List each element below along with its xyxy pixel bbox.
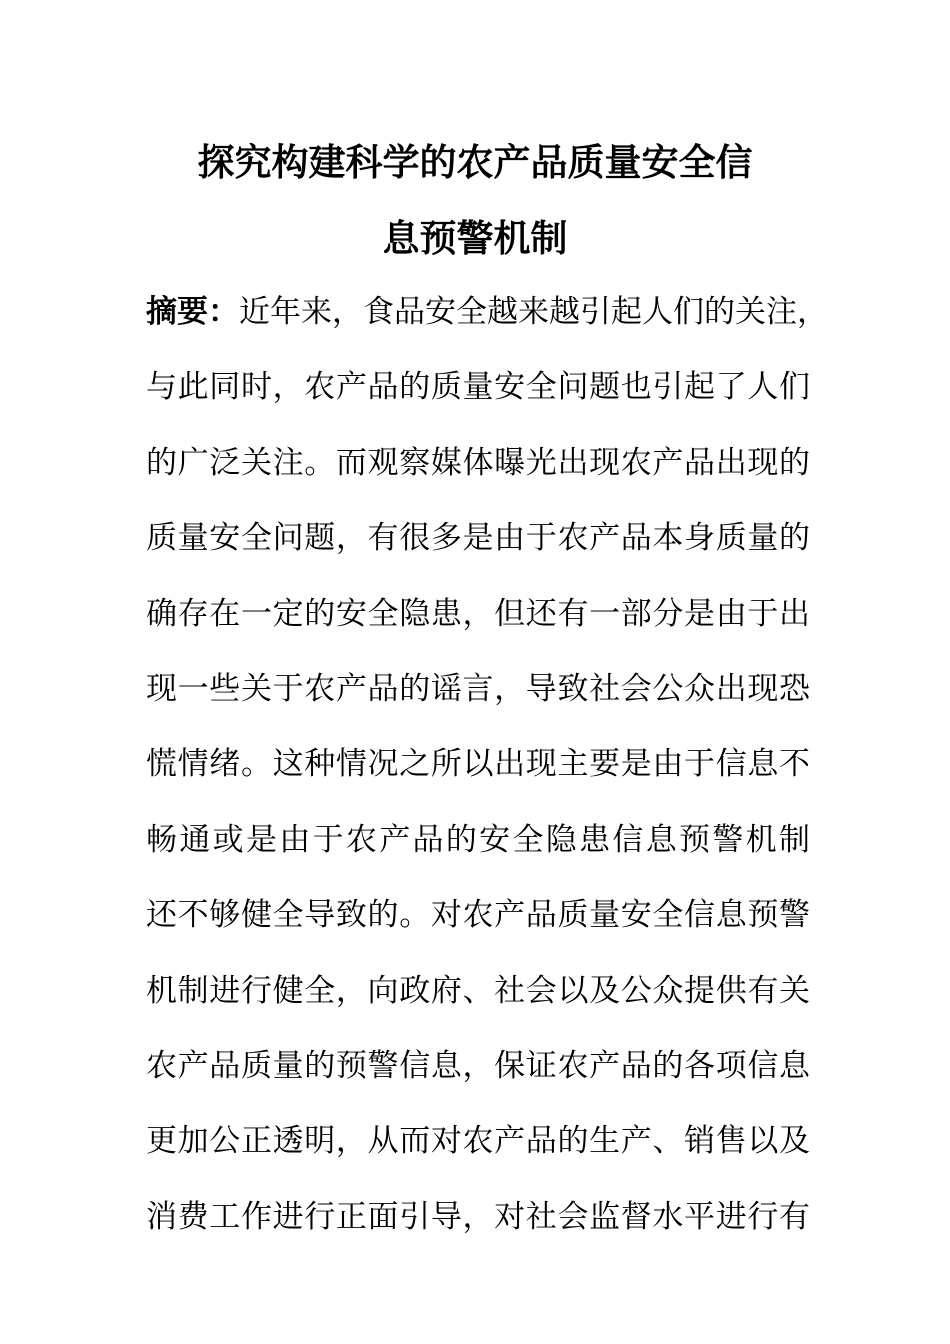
abstract-label: 摘要： [146,294,239,330]
abstract-line: 确存在一定的安全隐患，但还有一部分是由于出 [146,595,810,632]
abstract-line: 更加公正透明，从而对农产品的生产、销售以及 [146,1123,810,1160]
abstract-line: 机制进行健全，向政府、社会以及公众提供有关 [146,972,810,1009]
abstract-line: 消费工作进行正面引导，对社会监督水平进行有 [146,1198,810,1235]
abstract-line: 与此同时，农产品的质量安全问题也引起了人们 [146,369,810,406]
abstract-line: 还不够健全导致的。对农产品质量安全信息预警 [146,897,810,934]
abstract-paragraph [146,275,828,1255]
abstract-line [146,275,828,350]
abstract-line: 畅通或是由于农产品的安全隐患信息预警机制 [146,821,810,858]
abstract-line: 质量安全问题，有很多是由于农产品本身质量的 [146,520,810,557]
abstract-line-text: 近年来，食品安全越来越引起人们的关注， [239,294,828,330]
abstract-line: 的广泛关注。而观察媒体曝光出现农产品出现的 [146,444,810,481]
abstract-line: 现一些关于农产品的谣言，导致社会公众出现恐 [146,670,810,707]
abstract-line: 农产品质量的预警信息，保证农产品的各项信息 [146,1047,810,1084]
title-line: 息预警机制 [382,216,568,260]
abstract-line: 慌情绪。这种情况之所以出现主要是由于信息不 [146,746,810,783]
title-line: 探究构建科学的农产品质量安全信 [197,140,753,184]
document-title [140,124,810,276]
